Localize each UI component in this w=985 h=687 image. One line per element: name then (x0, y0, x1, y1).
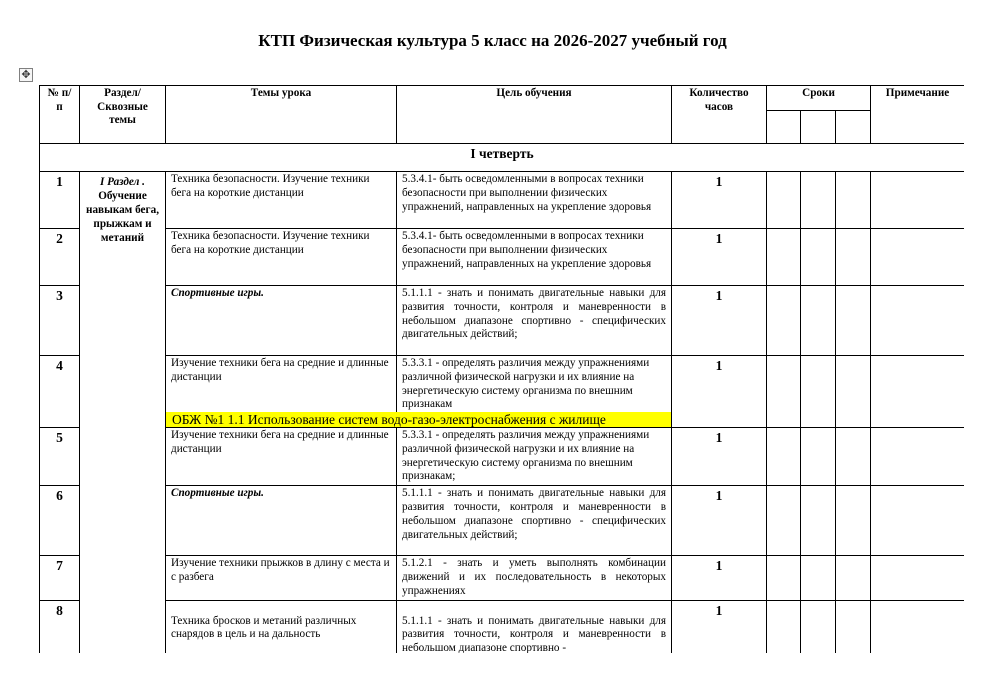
row-number: 3 (40, 286, 80, 356)
row-number: 2 (40, 229, 80, 286)
date-cell (836, 428, 871, 486)
header-goal: Цель обучения (397, 86, 672, 144)
table-row (40, 556, 965, 600)
lesson-plan-table-container (39, 85, 964, 653)
row-goal: 5.3.3.1 - определять различия между упражнениями различной физической нагрузки и их влияние на энергетическую систему организма по внешним признакам; (397, 428, 672, 486)
obzh-highlighted-note: ОБЖ №1 1.1 Использование систем водо-газо-электроснабжения с жилище (166, 412, 671, 427)
date-cell (767, 600, 801, 653)
row-topic: Изучение техники бега на средние и длинные дистанции (166, 356, 397, 428)
row-topic: Техника бросков и метаний различных снарядов в цель и на дальность (166, 600, 397, 653)
note-cell (871, 486, 964, 556)
date-subcell (836, 111, 871, 144)
row-topic: Техника безопасности. Изучение техники бега на короткие дистанции (166, 229, 397, 286)
row-goal: 5.3.4.1- быть осведомленными в вопросах техники безопасности при выполнении физических упражнений, направленных на укрепление здоровья (397, 172, 672, 229)
row-number: 5 (40, 428, 80, 486)
date-cell (767, 286, 801, 356)
note-cell (871, 428, 964, 486)
document-title: КТП Физическая культура 5 класс на 2026-2027 учебный год (258, 31, 727, 50)
date-cell (836, 600, 871, 653)
date-cell (836, 356, 871, 428)
date-subcell (767, 111, 801, 144)
row-goal: 5.3.3.1 - определять различия между упражнениями различной физической нагрузки и их влияние на энергетическую систему организма по внешним признакам (397, 356, 672, 428)
quarter-row: I четверть (40, 144, 965, 172)
date-cell (801, 428, 836, 486)
date-cell (801, 286, 836, 356)
row-goal: 5.1.1.1 - знать и понимать двигательные навыки для развития точности, контроля и маневренности в небольшом диапазоне спортивно - (397, 600, 672, 653)
row-goal: 5.3.4.1- быть осведомленными в вопросах техники безопасности при выполнении физических упражнений, направленных на укрепление здоровья (397, 229, 672, 286)
row-goal: 5.1.1.1 - знать и понимать двигательные навыки для развития точности, контроля и маневренности в небольшом диапазоне спортивно - специфических двигательных действий; (397, 286, 672, 356)
header-num: № п/п (40, 86, 80, 144)
date-cell (836, 486, 871, 556)
table-row (40, 229, 965, 286)
row-topic: Техника безопасности. Изучение техники бега на короткие дистанции (166, 172, 397, 229)
four-way-move-icon[interactable]: ✥ (19, 68, 33, 82)
date-cell (836, 229, 871, 286)
date-cell (801, 486, 836, 556)
row-topic: Спортивные игры. (166, 286, 397, 356)
header-note: Примечание (871, 86, 964, 144)
header-hours: Количество часов (672, 86, 767, 144)
date-cell (801, 229, 836, 286)
note-cell (871, 356, 964, 428)
date-cell (801, 556, 836, 600)
date-cell (836, 556, 871, 600)
row-topic: Изучение техники бега на средние и длинные дистанции (166, 428, 397, 486)
row-hours: 1 (672, 356, 767, 428)
note-cell (871, 286, 964, 356)
note-cell (871, 172, 964, 229)
header-dates: Сроки (767, 86, 871, 111)
row-hours: 1 (672, 600, 767, 653)
lesson-plan-table (39, 85, 964, 653)
note-cell (871, 556, 964, 600)
table-row (40, 286, 965, 356)
row-goal: 5.1.1.1 - знать и понимать двигательные навыки для развития точности, контроля и маневренности в небольшом диапазоне спортивно - специфических двигательных действий; (397, 486, 672, 556)
table-row (40, 428, 965, 486)
date-cell (767, 486, 801, 556)
date-cell (801, 600, 836, 653)
date-subcell (801, 111, 836, 144)
row-number: 6 (40, 486, 80, 556)
row-number: 1 (40, 172, 80, 229)
table-row (40, 172, 965, 229)
header-topic: Темы урока (166, 86, 397, 144)
section-cell (80, 172, 166, 654)
date-cell (767, 428, 801, 486)
section-subtitle: Обучение навыкам бега, прыжкам и метаний (86, 190, 159, 244)
row-hours: 1 (672, 428, 767, 486)
date-cell (801, 172, 836, 229)
row-number: 8 (40, 600, 80, 653)
date-cell (767, 172, 801, 229)
row-hours: 1 (672, 172, 767, 229)
date-cell (767, 556, 801, 600)
date-cell (767, 356, 801, 428)
row-hours: 1 (672, 556, 767, 600)
row-number: 7 (40, 556, 80, 600)
row-hours: 1 (672, 286, 767, 356)
note-cell (871, 600, 964, 653)
row-goal: 5.1.2.1 - знать и уметь выполнять комбинации движений и их последовательность в некоторых упражнениях (397, 556, 672, 600)
row-topic: Спортивные игры. (166, 486, 397, 556)
row-topic: Изучение техники прыжков в длину с места и с разбега (166, 556, 397, 600)
date-cell (801, 356, 836, 428)
table-row (40, 486, 965, 556)
row-hours: 1 (672, 486, 767, 556)
date-cell (767, 229, 801, 286)
header-section: Раздел/ Сквозные темы (80, 86, 166, 144)
date-cell (836, 172, 871, 229)
date-cell (836, 286, 871, 356)
note-cell (871, 229, 964, 286)
row-hours: 1 (672, 229, 767, 286)
table-row (40, 600, 965, 653)
row-number: 4 (40, 356, 80, 428)
section-title: I Раздел . (100, 176, 145, 188)
